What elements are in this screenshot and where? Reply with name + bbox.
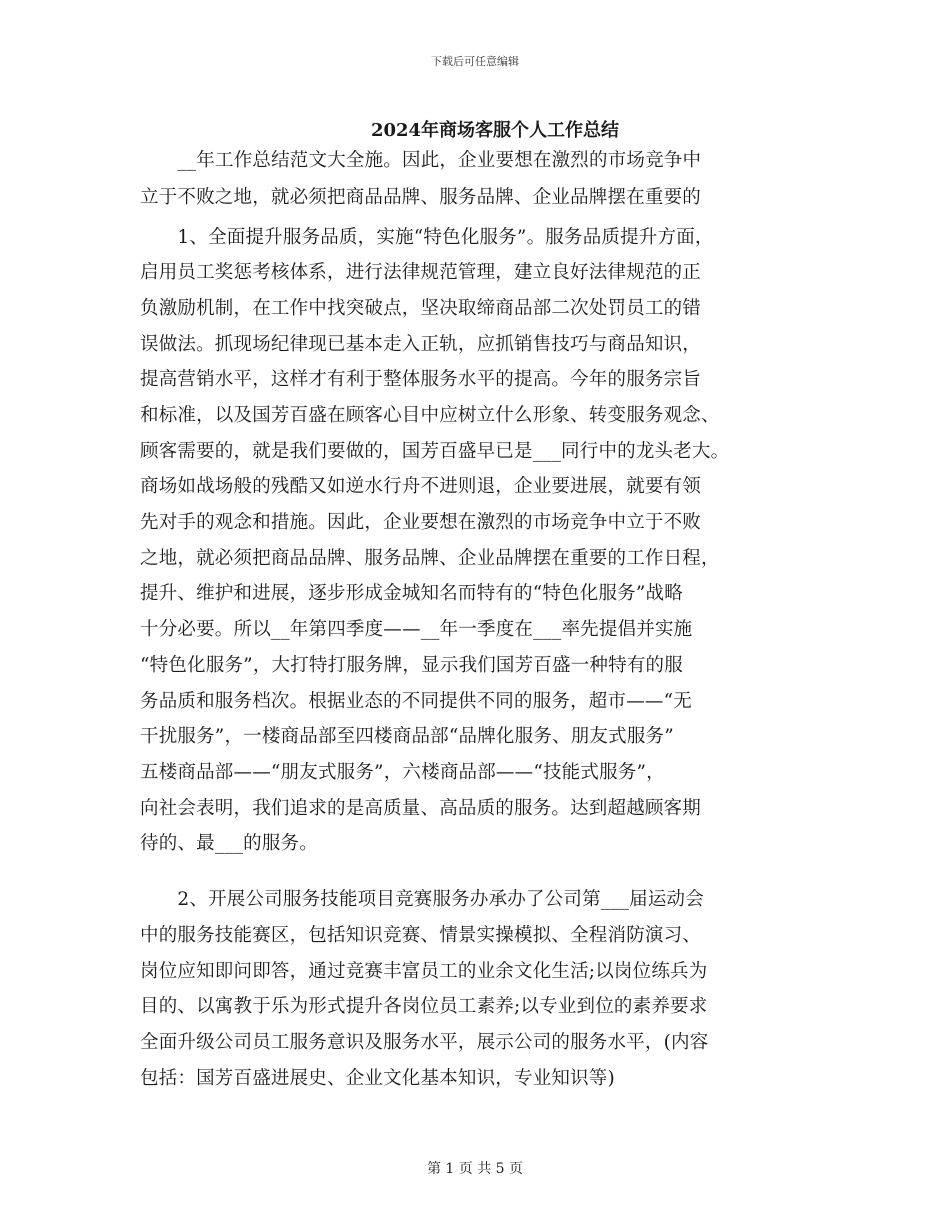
body-line: 全面升级公司员工服务意识及服务水平，展示公司的服务水平，(内容 [140, 1032, 709, 1053]
body-line: 干扰服务”，一楼商品部至四楼商品部“品牌化服务、朋友式服务” [140, 726, 674, 747]
body-line: 1、全面提升服务品质，实施“特色化服务”。服务品质提升方面， [140, 227, 714, 248]
body-line: 启用员工奖惩考核体系，进行法律规范管理，建立良好法律规范的正 [140, 262, 702, 283]
document-title: 2024年商场客服个人工作总结 [370, 120, 620, 141]
body-line: 之地，就必须把商品品牌、服务品牌、企业品牌摆在重要的工作日程， [140, 548, 720, 569]
body-line: 包括：国芳百盛进展史、企业文化基本知识，专业知识等) [140, 1068, 615, 1089]
body-line: “特色化服务”，大打特打服务牌，显示我们国芳百盛一种特有的服 [140, 655, 683, 676]
body-line: 提高营销水平，这样才有利于整体服务水平的提高。今年的服务宗旨 [140, 369, 702, 390]
body-line: 五楼商品部——“朋友式服务”，六楼商品部——“技能式服务”， [140, 762, 665, 783]
body-line: 目的、以寓教于乐为形式提升各岗位员工素养;以专业到位的素养要求 [140, 996, 708, 1017]
body-line: 提升、维护和进展，逐步形成金城知名而特有的“特色化服务”战略 [140, 583, 683, 604]
body-line: 负激励机制，在工作中找突破点，坚决取缔商品部二次处罚员工的错 [140, 298, 702, 319]
body-line: 2、开展公司服务技能项目竞赛服务办承办了公司第___届运动会 [140, 889, 704, 910]
body-line: 中的服务技能赛区，包括知识竞赛、情景实操模拟、全程消防演习、 [140, 925, 702, 946]
body-line: 待的、最___的服务。 [140, 833, 318, 854]
body-line: 务品质和服务档次。根据业态的不同提供不同的服务，超市——“无 [140, 691, 692, 712]
body-line: 向社会表明，我们追求的是高质量、高品质的服务。达到超越顾客期 [140, 798, 702, 819]
body-line: 商场如战场般的残酷又如逆水行舟不进则退，企业要进展，就要有领 [140, 476, 702, 497]
body-line: 误做法。抓现场纪律现已基本走入正轨，应抓销售技巧与商品知识， [140, 334, 702, 355]
page-header: 下载后可任意编辑 [431, 55, 519, 68]
body-line: 顾客需要的，就是我们要做的，国芳百盛早已是___同行中的龙头老大。 [140, 441, 730, 462]
body-line: __年工作总结范文大全施。因此，企业要想在激烈的市场竞争中 [140, 150, 702, 171]
body-line: 十分必要。所以__年第四季度——__年一季度在___率先提倡并实施 [140, 619, 693, 640]
body-line: 和标准，以及国芳百盛在顾客心目中应树立什么形象、转变服务观念、 [140, 405, 720, 426]
body-line: 立于不败之地，就必须把商品品牌、服务品牌、企业品牌摆在重要的 [140, 187, 702, 208]
body-line: 先对手的观念和措施。因此，企业要想在激烈的市场竞争中立于不败 [140, 512, 702, 533]
page-footer: 第 1 页 共 5 页 [426, 1161, 524, 1177]
body-line: 岗位应知即问即答，通过竞赛丰富员工的业余文化生活;以岗位练兵为 [140, 961, 708, 982]
